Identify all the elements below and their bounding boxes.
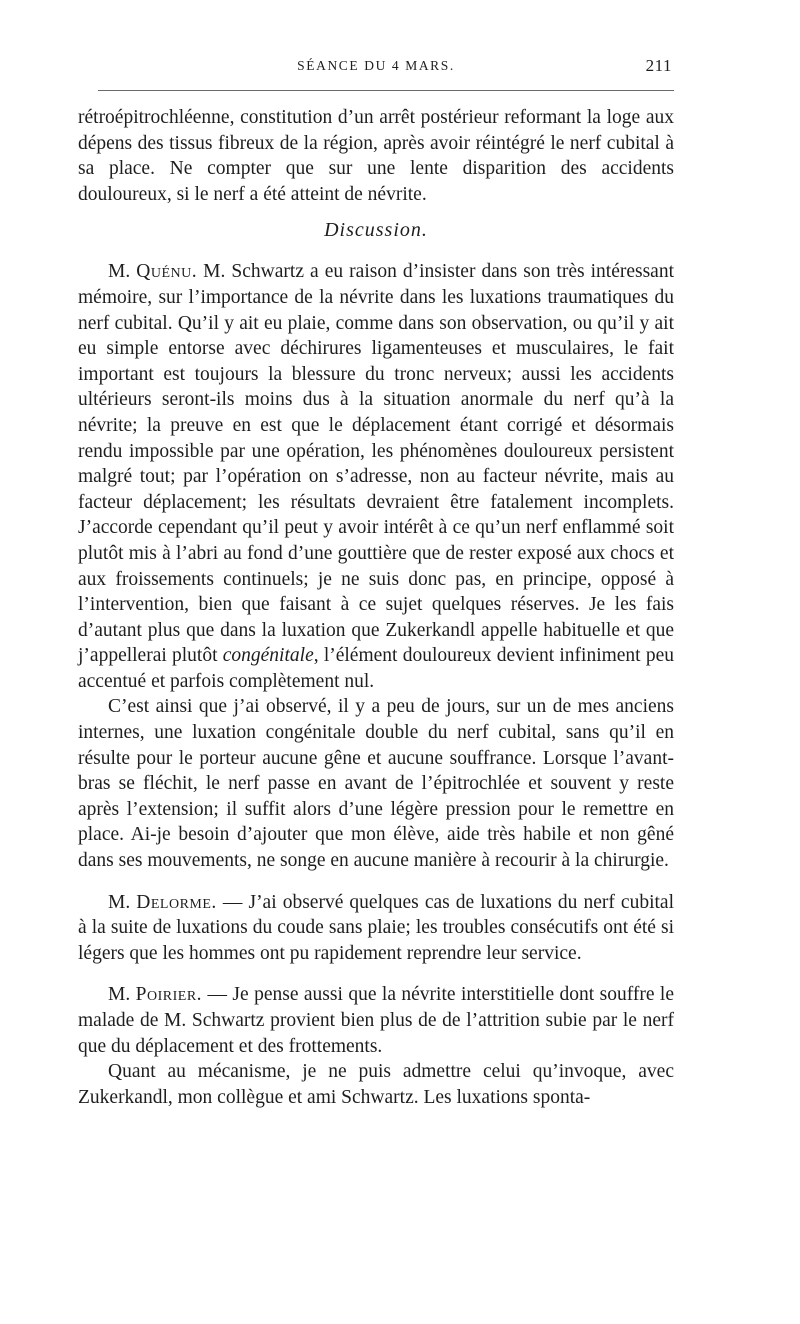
italic-term: congénitale [222, 645, 314, 667]
continued-paragraph: rétroépitrochléenne, constitution d’un arrêt postérieur reformant la loge aux dépens des tissus fibreux de la région, après avoir réintégré le nerf cubital à sa place. Ne compter que sur une lente disparition des accidents douloureux, si le nerf a été atteint de névrite. [78, 107, 674, 205]
poirier-second-paragraph: Quant au mécanisme, je ne puis admettre celui qu’invoque, avec Zukerkandl, mon collègue et ami Schwartz. Les luxations sponta- [78, 1061, 674, 1108]
speaker-prefix: M. [108, 891, 137, 913]
quenu-second-paragraph: C’est ainsi que j’ai observé, il y a peu de jours, sur un de mes anciens internes, une luxation congénitale double du nerf cubital, sans qu’il en résulte pour le porteur aucune gêne et aucune souffrance. Lorsque l’avant-bras se fléchit, le nerf passe en avant de l’épitrochlée et souvent y reste après l’extension; il suffit alors d’une légère pression pour le remettre en place. Ai-je besoin d’ajouter que mon élève, aide très habile et non gêné dans ses mouvements, ne songe en aucune manière à recourir à la chirurgie. [78, 696, 674, 872]
quenu-text-before: M. Schwartz a eu raison d’insister dans son très intéressant mémoire, sur l’importance de la névrite dans les luxations traumatiques du nerf cubital. Qu’il y ait eu plaie, comme dans son observation, ou qu’il y ait eu simple entorse avec déchirures ligamenteuses et musculaires, le fait important est toujours la blessure du tronc nerveux; aussi les accidents ultérieurs seront-ils moins dus à la situation anormale du nerf qu’à la névrite; la preuve en est que le déplacement étant corrigé et désormais rendu impossible par une opération, les phénomènes douloureux persistent malgré tout; par l’opération on s’adresse, non au facteur névrite, mais au facteur déplacement; les résultats devraient être fatalement incomplets. J’accorde cependant qu’il peut y avoir intérêt à ce qu’un nerf enflammé soit plutôt mis à l’abri au fond d’une gouttière que de rester exposé aux chocs et aux froissements continuels; je ne suis donc pas, en principe, opposé à l’intervention, bien que faisant à ce sujet quelques réserves. Je les fais d’autant plus que dans la luxation que Zukerkandl appelle habituelle et que j’appellerai plutôt [78, 261, 674, 667]
book-page [78, 56, 674, 1110]
section-title: Discussion. [324, 219, 428, 242]
speaker-name-quenu: Quénu. [136, 261, 198, 283]
speaker-prefix: M. [108, 261, 137, 283]
poirier-paragraph [78, 982, 674, 1059]
page-number: 211 [645, 56, 672, 75]
running-title: SÉANCE DU 4 MARS. [297, 58, 455, 73]
running-head [78, 56, 674, 78]
quenu-paragraph [78, 259, 674, 694]
speaker-name-delorme: Delorme. [136, 891, 217, 913]
delorme-text: — J’ai observé quelques cas de luxations du nerf cubital à la suite de luxations du coude sans plaie; les troubles consécutifs ont été si légers que les hommes ont pu rapidement reprendre leur service. [78, 891, 674, 964]
speaker-name-poirier: Poirier. [135, 984, 203, 1006]
poirier-text: — Je pense aussi que la névrite interstitielle dont souffre le malade de M. Schwartz provient bien plus de de l’attrition subie par le nerf que du déplacement et des frottements. [78, 984, 675, 1057]
quenu-text-after: , l’élément douloureux devient infiniment peu accentué et parfois complètement nul. [78, 645, 674, 692]
delorme-paragraph [78, 890, 674, 967]
paragraph-gap [78, 874, 674, 890]
speaker-prefix: M. [108, 984, 136, 1006]
paragraph-gap [78, 966, 674, 982]
header-rule [98, 90, 674, 91]
